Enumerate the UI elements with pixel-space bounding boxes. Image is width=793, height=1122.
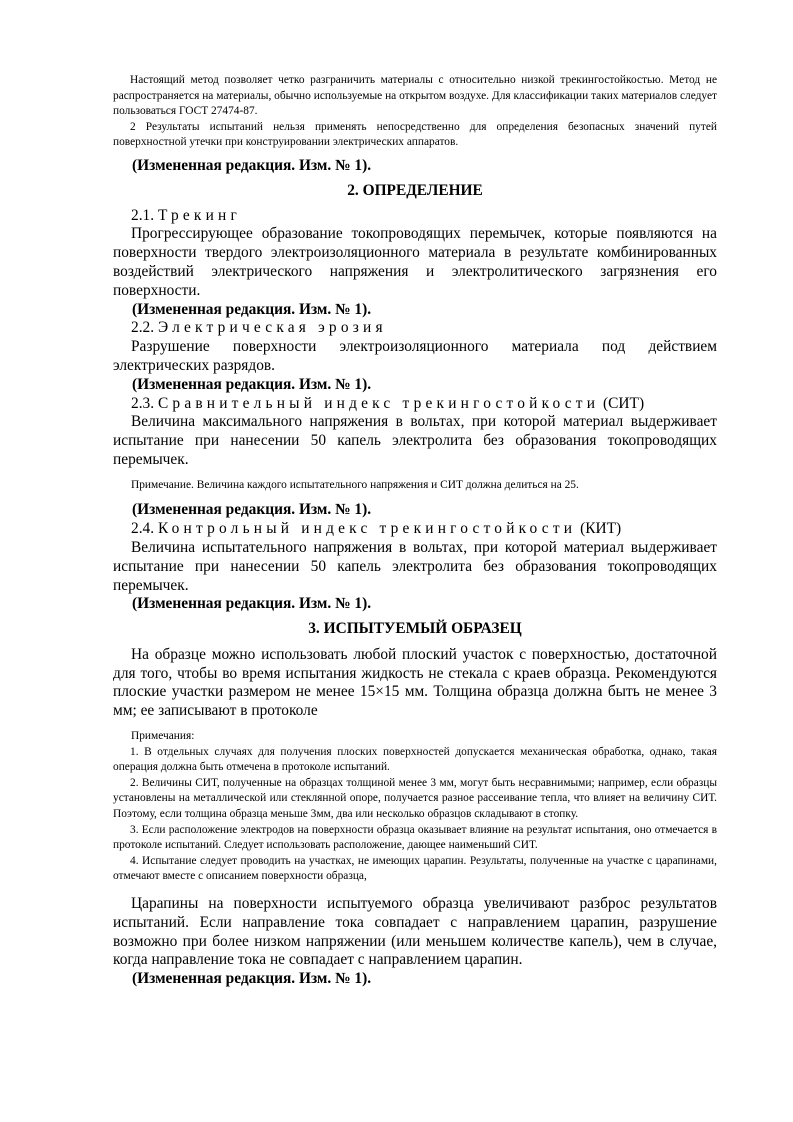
definition-2-3-text: Величина максимального напряжения в вольтах, при которой материал выдерживает испытание при нанесении 50 капель электролита без образования токопроводящих перемычек. xyxy=(113,413,717,468)
definition-number: 2.4. xyxy=(131,520,155,538)
document-page xyxy=(113,73,717,989)
definition-number: 2.2. xyxy=(131,319,155,337)
section-3-note-1: 1. В отдельных случаях для получения плоских поверхностей допускается механическая обработка, однако, такая операция должна быть отмечена в протоколе испытаний. xyxy=(113,745,717,774)
section-3-notes-title: Примечания: xyxy=(131,730,195,743)
definition-2-1-text: Прогрессирующее образование токопроводящих перемычек, которые появляются на поверхности твердого электроизоляционного материала в результате комбинированных воздействий электрического напряжения и электролитического загрязнения его поверхности. xyxy=(113,225,717,299)
section-3-edit-note: (Измененная редакция. Изм. № 1). xyxy=(132,970,372,988)
section-3-note-4: 4. Испытание следует проводить на участках, не имеющих царапин. Результаты, полученные на участке с царапинами, отмечают вместе с описанием поверхности образца, xyxy=(113,854,717,883)
definition-term: Контрольный индекс трекингостойкости xyxy=(157,520,577,538)
section-3-heading: 3. ИСПЫТУЕМЫЙ ОБРАЗЕЦ xyxy=(308,620,522,638)
section-3-note-2: 2. Величины СИТ, полученные на образцах толщиной менее 3 мм, могут быть несравнимыми; например, если образцы установлены на металлической или стеклянной опоре, получается разное рассеивание тепла, что влияет на величину СИТ. Поэтому, если толщина образца меньше 3мм, два или несколько образцов складывают в стопку. xyxy=(113,776,717,821)
definition-2-3-edit-note: (Измененная редакция. Изм. № 1). xyxy=(132,501,372,519)
intro-paragraph-2: 2 Результаты испытаний нельзя применять непосредственно для определения безопасных значений путей поверхностной утечки при конструировании электрических аппаратов. xyxy=(113,120,717,149)
definition-abbreviation: (КИТ) xyxy=(580,520,622,538)
definition-2-1-edit-note: (Измененная редакция. Изм. № 1). xyxy=(132,300,372,318)
definition-2-2-edit-note: (Измененная редакция. Изм. № 1). xyxy=(132,375,372,393)
definition-2-2-text: Разрушение поверхности электроизоляционного материала под действием электрических разрядов. xyxy=(113,338,717,374)
definition-2-4-edit-note: (Измененная редакция. Изм. № 1). xyxy=(132,595,372,613)
intro-paragraph-1: Настоящий метод позволяет четко разграничить материалы с относительно низкой трекингостойкостью. Метод не распространяется на материалы, обычно используемые на открытом воздухе. Для классификации таких материалов следует пользоваться ГОСТ 27474-87. xyxy=(113,74,717,118)
intro-edit-note: (Измененная редакция. Изм. № 1). xyxy=(132,156,372,174)
definition-2-4-title xyxy=(113,520,717,539)
definition-term: Трекинг xyxy=(157,206,241,224)
definition-abbreviation: (СИТ) xyxy=(603,394,645,412)
section-3-note-3: 3. Если расположение электродов на поверхности образца оказывает влияние на результат испытания, оно отмечается в протоколе испытаний. Следует использовать расположение, дающее наименьший СИТ. xyxy=(113,823,717,852)
definition-term: Сравнительный индекс трекингостойкости xyxy=(157,394,600,412)
section-3-scratches-paragraph: Царапины на поверхности испытуемого образца увеличивают разброс результатов испытаний. Если направление тока совпадает с направлением царапин, разрушение возможно при более низком напряжении (или меньшем количестве капель), чем в случае, когда направление тока не совпадает с направлением царапин. xyxy=(113,895,717,969)
definition-2-3-title xyxy=(113,395,717,414)
section-2-heading: 2. ОПРЕДЕЛЕНИЕ xyxy=(347,181,483,199)
definition-2-2-title xyxy=(113,319,717,338)
definition-number: 2.3. xyxy=(131,394,155,412)
definition-2-4-text: Величина испытательного напряжения в вольтах, при которой материал выдерживает испытание при нанесении 50 капель электролита без образования токопроводящих перемычек. xyxy=(113,538,717,594)
definition-number: 2.1. xyxy=(131,206,155,224)
definition-term: Электрическая эрозия xyxy=(157,319,387,337)
section-3-body: На образце можно использовать любой плоский участок с поверхностью, достаточной для того, чтобы во время испытания жидкость не стекала с краев образца. Рекомендуются плоские участки размером не менее 15×15 мм. Толщина образца должна быть не менее 3 мм; ее записывают в протоколе xyxy=(113,645,717,720)
definition-2-3-note: Примечание. Величина каждого испытательного напряжения и СИТ должна делиться на 25. xyxy=(131,478,579,491)
definition-2-1-title xyxy=(113,207,717,226)
